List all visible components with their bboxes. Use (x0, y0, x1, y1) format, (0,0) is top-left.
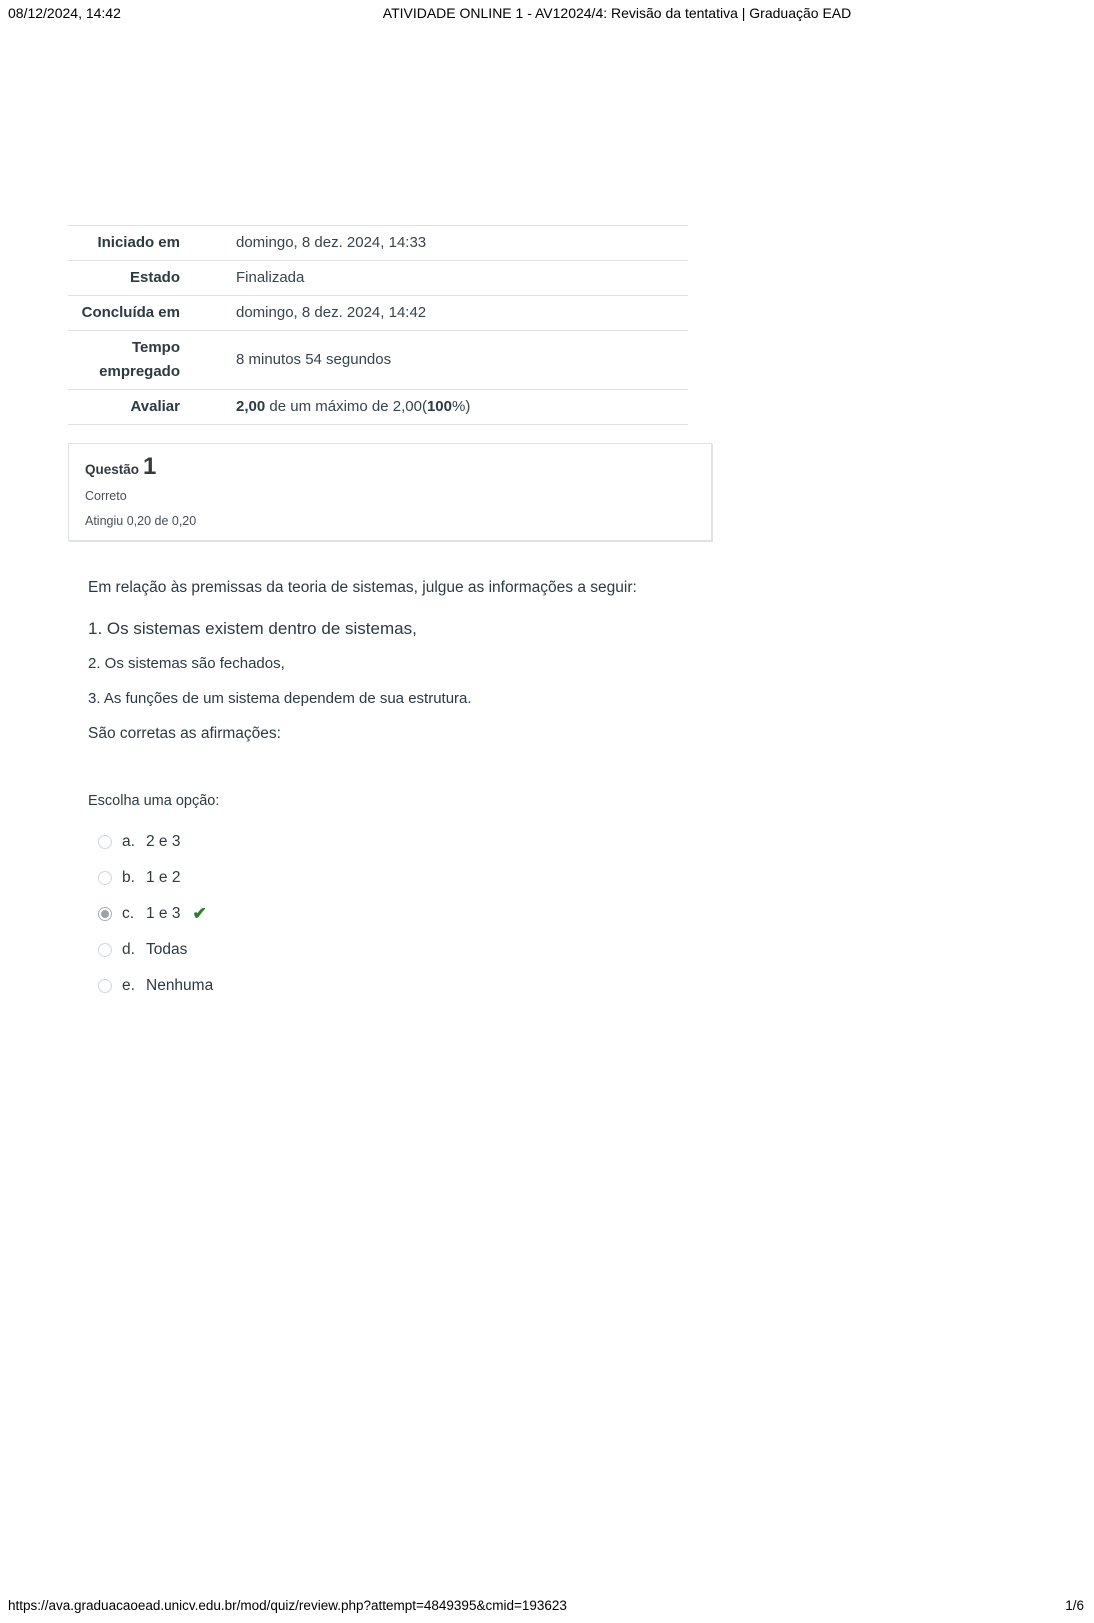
question-body (88, 575, 714, 1004)
question-closing-text: São corretas as afirmações: (88, 725, 281, 742)
summary-value-time: 8 minutos 54 segundos (236, 351, 392, 368)
summary-value-grade (180, 390, 688, 425)
question-label: Questão (85, 462, 140, 477)
table-row (68, 390, 688, 425)
question-info-box (68, 443, 712, 541)
option-text: 2 e 3 (146, 833, 181, 850)
statement-1: 1. Os sistemas existem dentro de sistemas, (88, 619, 417, 638)
print-datetime: 08/12/2024, 14:42 (8, 5, 121, 21)
main-content (68, 225, 714, 1004)
correct-check-icon: ✔ (192, 904, 207, 923)
option-text: Todas (146, 941, 188, 958)
grade-score: 2,00 (236, 398, 266, 415)
table-row (68, 296, 688, 331)
summary-label-state: Estado (129, 269, 180, 286)
table-row (68, 331, 688, 390)
option-c (88, 896, 714, 932)
answer-prompt: Escolha uma opção: (88, 793, 220, 809)
statement-3: 3. As funções de um sistema dependem de sua estrutura. (88, 690, 472, 707)
radio-button[interactable] (98, 871, 112, 885)
radio-button[interactable] (98, 979, 112, 993)
question-number: 1 (143, 453, 157, 480)
option-e (88, 968, 714, 1004)
statement-2: 2. Os sistemas são fechados, (88, 655, 285, 672)
grade-percent: 100 (426, 398, 452, 415)
summary-label-started: Iniciado em (97, 234, 180, 251)
source-url: https://ava.graduacaoead.unicv.edu.br/mod/quiz/review.php?attempt=4849395&cmid=193623 (8, 1598, 567, 1613)
grade-suffix-text: %) (451, 398, 471, 415)
radio-button[interactable] (98, 943, 112, 957)
question-number-heading (85, 454, 695, 483)
print-header (0, 5, 1094, 23)
option-b (88, 860, 714, 896)
question-status: Correto (85, 489, 127, 503)
print-footer (0, 1598, 1094, 1615)
grade-mid-text: de um máximo de 2,00( (265, 398, 427, 415)
summary-label-grade: Avaliar (130, 398, 180, 415)
summary-label-completed: Concluída em (81, 304, 180, 321)
option-letter: c. (122, 905, 135, 922)
option-letter: b. (122, 869, 135, 886)
radio-button[interactable] (98, 907, 112, 921)
option-a (88, 824, 714, 860)
radio-button[interactable] (98, 835, 112, 849)
table-row (68, 261, 688, 296)
option-letter: a. (122, 833, 135, 850)
page-number: 1/6 (1065, 1598, 1084, 1613)
page-title: ATIVIDADE ONLINE 1 - AV12024/4: Revisão da tentativa | Graduação EAD (382, 5, 852, 21)
summary-value-completed: domingo, 8 dez. 2024, 14:42 (236, 304, 427, 321)
option-text: 1 e 3 (146, 905, 181, 922)
attempt-summary-table (68, 225, 688, 425)
summary-value-started: domingo, 8 dez. 2024, 14:33 (236, 234, 427, 251)
option-text: Nenhuma (146, 977, 214, 994)
option-d (88, 932, 714, 968)
option-letter: d. (122, 941, 135, 958)
option-letter: e. (122, 977, 135, 994)
table-row (68, 226, 688, 261)
question-intro-text: Em relação às premissas da teoria de sistemas, julgue as informações a seguir: (88, 579, 637, 596)
option-text: 1 e 2 (146, 869, 181, 886)
summary-label-time: Tempo empregado (99, 339, 180, 380)
answer-options (88, 824, 714, 1004)
question-points: Atingiu 0,20 de 0,20 (85, 514, 197, 528)
summary-value-state: Finalizada (236, 269, 305, 286)
